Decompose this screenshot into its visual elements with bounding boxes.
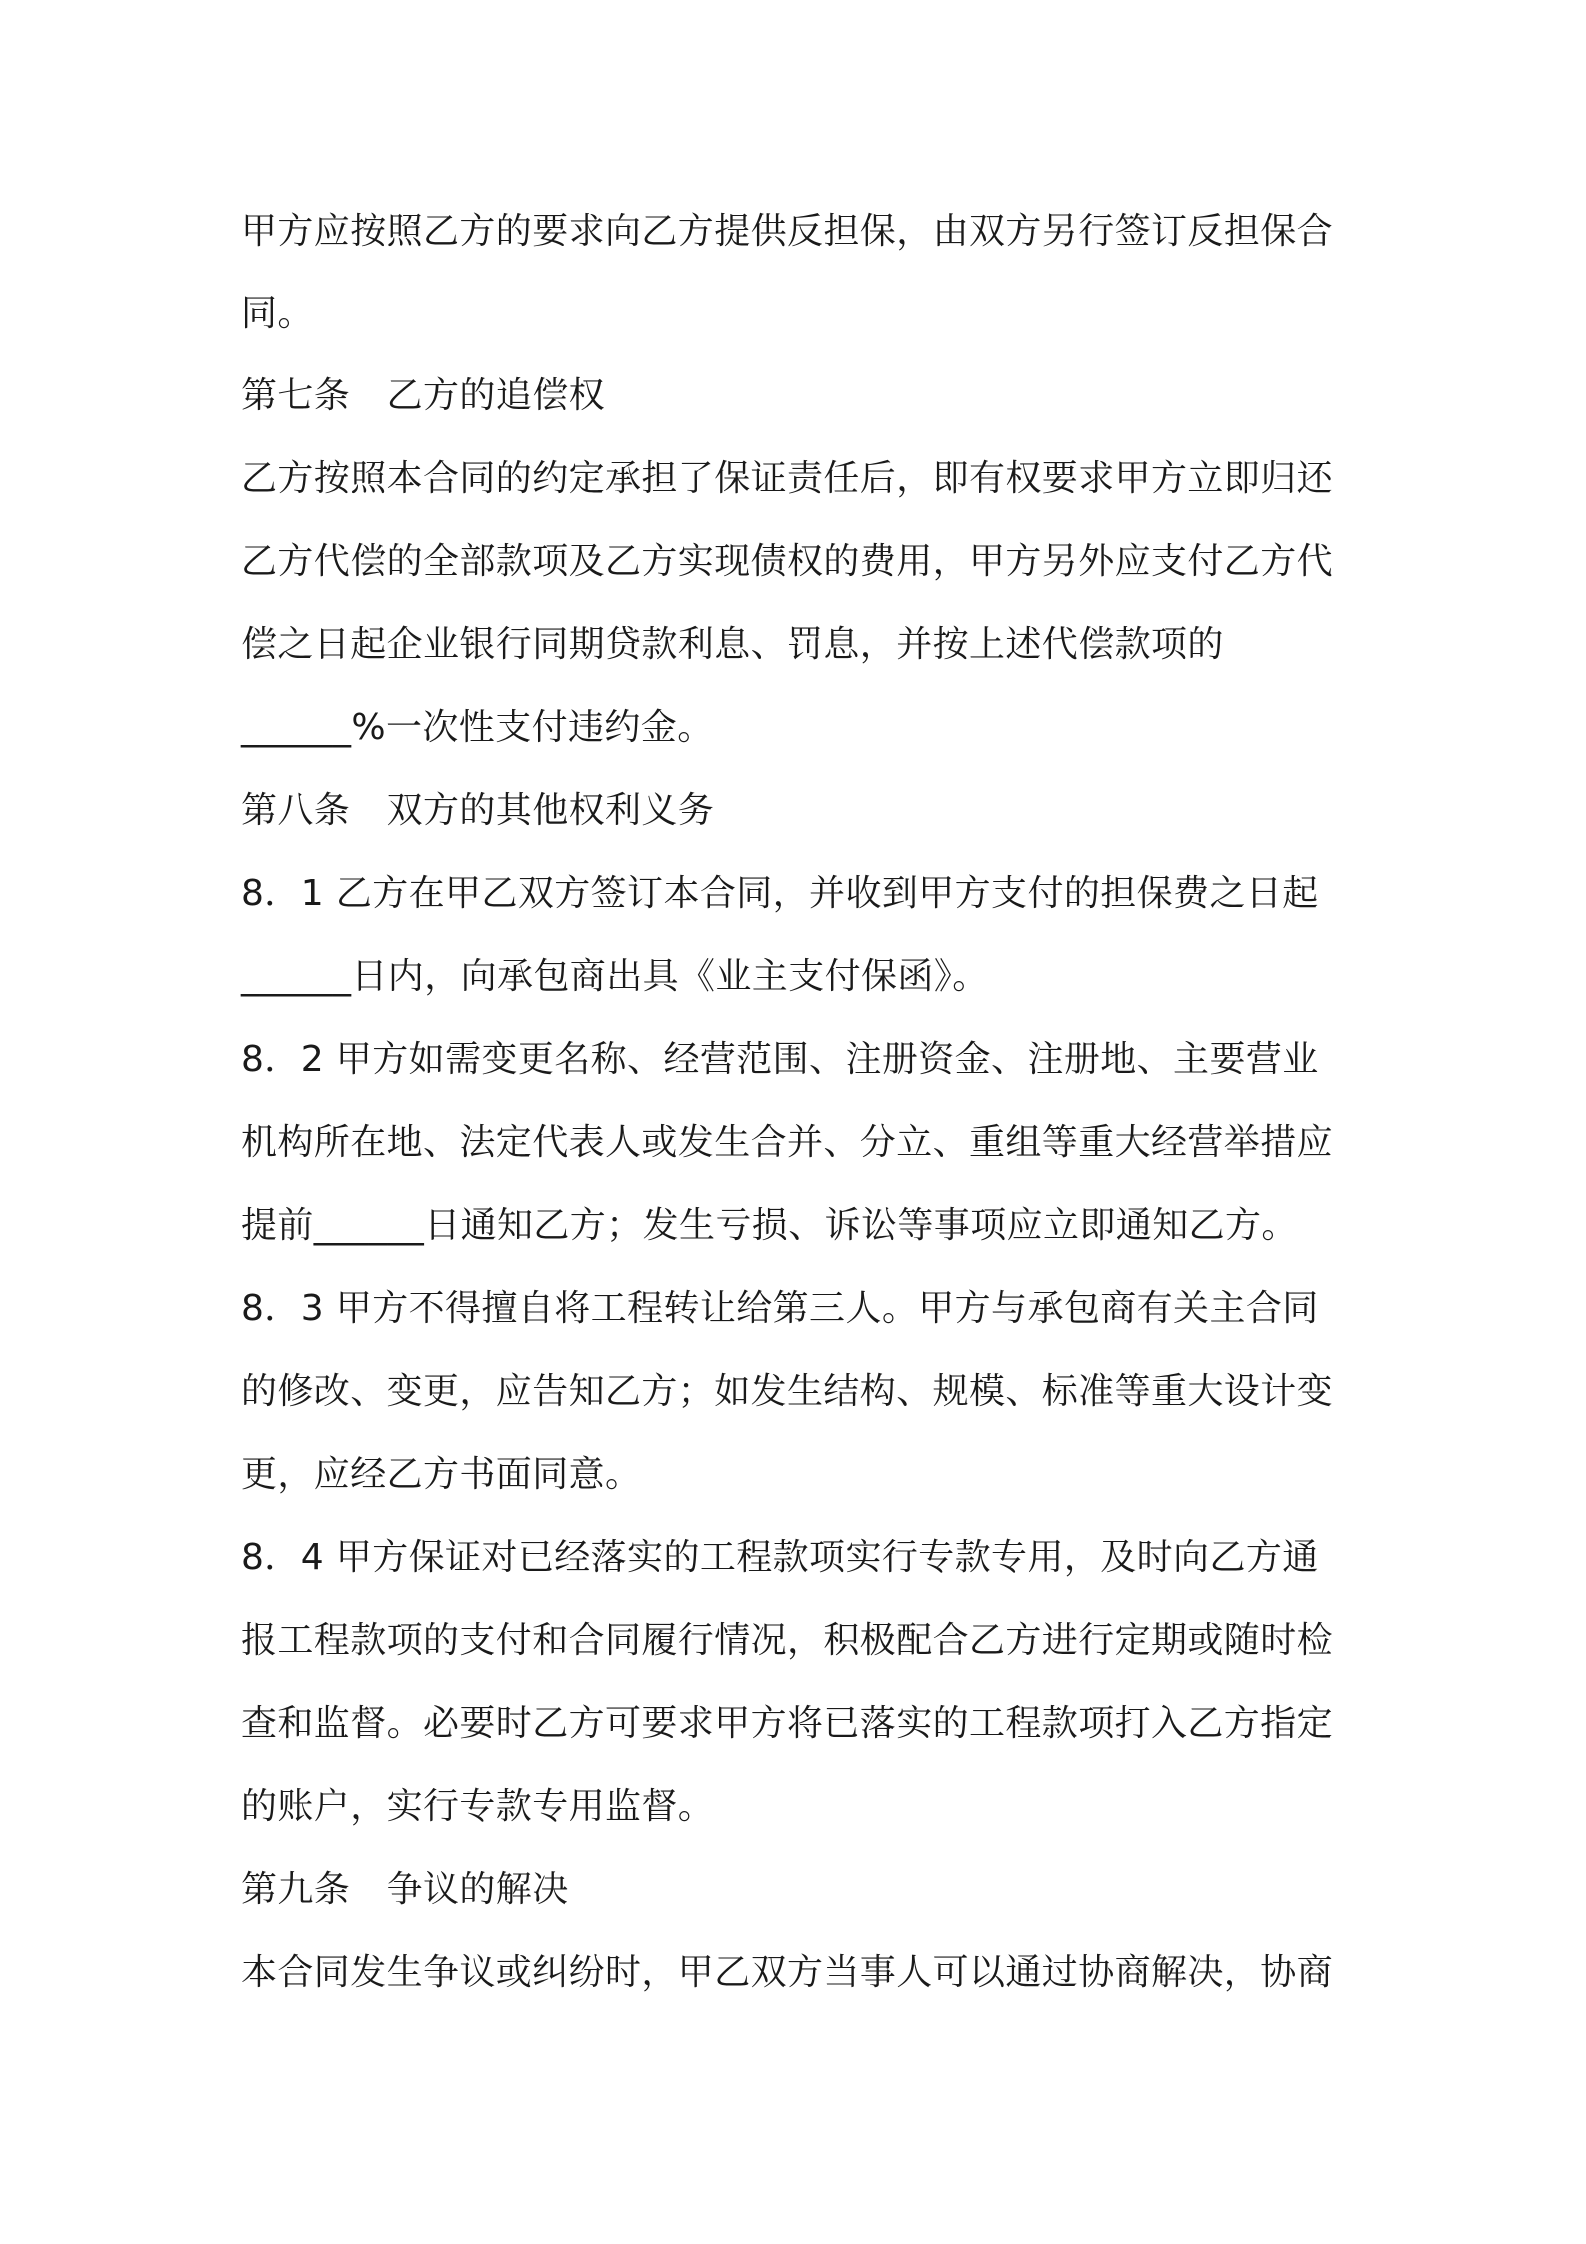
text-line: 提前______日通知乙方；发生亏损、诉讼等事项应立即通知乙方。 <box>241 1205 1298 1246</box>
text-line: ______%一次性支付违约金。 <box>241 707 714 748</box>
section-heading: 第九条 争议的解决 <box>241 1869 569 1910</box>
text-line: 更，应经乙方书面同意。 <box>241 1454 642 1495</box>
text-line: 8．2 甲方如需变更名称、经营范围、注册资金、注册地、主要营业 <box>241 1039 1319 1080</box>
text-line: 本合同发生争议或纠纷时，甲乙双方当事人可以通过协商解决，协商 <box>241 1952 1334 1993</box>
text-line: 的修改、变更，应告知乙方；如发生结构、规模、标准等重大设计变 <box>241 1371 1334 1412</box>
text-line: 乙方代偿的全部款项及乙方实现债权的费用，甲方另外应支付乙方代 <box>241 541 1334 582</box>
text-line: 的账户，实行专款专用监督。 <box>241 1786 715 1827</box>
section-heading: 第七条 乙方的追偿权 <box>241 375 606 416</box>
text-line: 甲方应按照乙方的要求向乙方提供反担保，由双方另行签订反担保合 <box>241 211 1334 252</box>
text-line: 报工程款项的支付和合同履行情况，积极配合乙方进行定期或随时检 <box>241 1620 1334 1661</box>
text-line: 同。 <box>241 293 314 334</box>
text-line: 查和监督。必要时乙方可要求甲方将已落实的工程款项打入乙方指定 <box>241 1703 1334 1744</box>
text-line: 机构所在地、法定代表人或发生合并、分立、重组等重大经营举措应 <box>241 1122 1334 1163</box>
section-heading: 第八条 双方的其他权利义务 <box>241 790 715 831</box>
text-line: 8．1 乙方在甲乙双方签订本合同，并收到甲方支付的担保费之日起 <box>241 873 1319 914</box>
text-line: 8．4 甲方保证对已经落实的工程款项实行专款专用，及时向乙方通 <box>241 1537 1319 1578</box>
text-line: 8．3 甲方不得擅自将工程转让给第三人。甲方与承包商有关主合同 <box>241 1288 1319 1329</box>
text-line: 乙方按照本合同的约定承担了保证责任后，即有权要求甲方立即归还 <box>241 458 1334 499</box>
text-line: 偿之日起企业银行同期贷款利息、罚息，并按上述代偿款项的 <box>241 624 1224 665</box>
text-line: ______日内，向承包商出具《业主支付保函》。 <box>241 956 989 997</box>
